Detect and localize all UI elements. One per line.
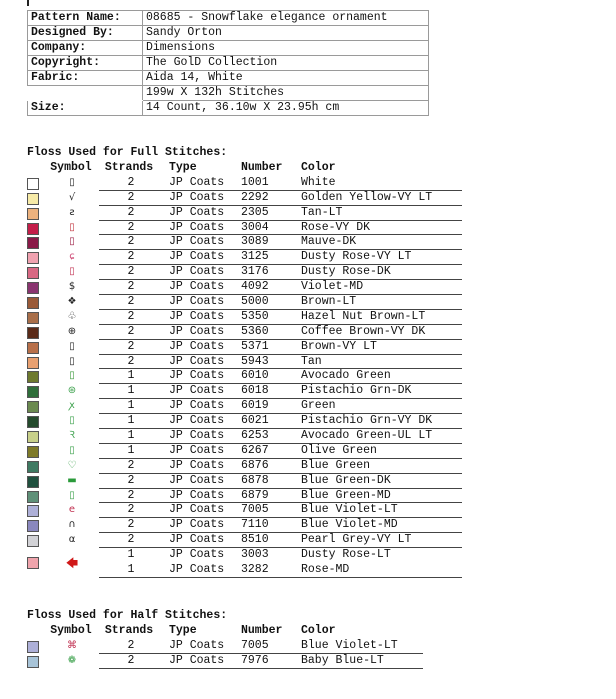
stitch-symbol: ▯ — [69, 444, 75, 456]
floss-row — [27, 325, 462, 340]
color-swatch — [27, 476, 39, 488]
thread-type: JP Coats — [169, 354, 225, 368]
strands-value: 2 — [127, 265, 135, 279]
color-swatch — [27, 282, 39, 294]
floss-number: 2292 — [241, 190, 269, 204]
floss-number: 6253 — [241, 429, 269, 443]
strands-value: 1 — [127, 429, 135, 443]
floss-color-name: Green — [301, 399, 336, 413]
info-value: 199w X 132h Stitches — [143, 86, 429, 101]
strands-value: 2 — [127, 250, 135, 264]
full-stitches-floss-table — [27, 161, 462, 578]
floss-color-name: Dusty Rose-LT — [301, 548, 391, 562]
floss-color-name: Blue Green — [301, 458, 371, 472]
floss-number: 5360 — [241, 324, 269, 338]
info-value: The GolD Collection — [143, 56, 429, 71]
floss-color-name: Pearl Grey-VY LT — [301, 533, 412, 547]
stitch-symbol: ⊛ — [67, 385, 77, 397]
floss-row — [27, 654, 423, 669]
strands-value: 2 — [127, 488, 135, 502]
color-swatch — [27, 535, 39, 547]
header-number: Number — [241, 161, 283, 174]
floss-number: 3125 — [241, 250, 269, 264]
color-swatch — [27, 208, 39, 220]
half-stitches-title: Floss Used for Half Stitches: — [27, 609, 228, 622]
floss-number: 7005 — [241, 503, 269, 517]
thread-type: JP Coats — [169, 638, 225, 652]
floss-row — [27, 191, 462, 206]
thread-type: JP Coats — [169, 250, 225, 264]
floss-number: 7005 — [241, 638, 269, 652]
stitch-symbol: ▯ — [69, 355, 75, 367]
color-swatch — [27, 252, 39, 264]
floss-row — [27, 221, 462, 236]
color-swatch — [27, 223, 39, 235]
strands-value: 1 — [127, 548, 135, 562]
floss-number: 2305 — [241, 205, 269, 219]
header-type: Type — [169, 161, 197, 174]
thread-type: JP Coats — [169, 220, 225, 234]
floss-color-name: Violet-MD — [301, 280, 364, 294]
header-symbol: Symbol — [50, 161, 92, 174]
stitch-symbol: ▬ — [67, 474, 77, 486]
floss-color-name: Pistachio Grn-VY DK — [301, 414, 433, 428]
stitch-symbol: ▯ — [69, 370, 75, 382]
color-swatch — [27, 267, 39, 279]
info-row-fabric — [28, 71, 429, 86]
floss-color-name: Dusty Rose-DK — [301, 265, 391, 279]
stitch-symbol: ♡ — [67, 459, 77, 471]
floss-color-name: Hazel Nut Brown-LT — [301, 309, 426, 323]
stitch-symbol: ▯ — [69, 415, 75, 427]
color-swatch — [27, 371, 39, 383]
color-swatch — [27, 416, 39, 428]
color-swatch — [27, 520, 39, 532]
floss-number: 5000 — [241, 295, 269, 309]
floss-row — [27, 399, 462, 414]
floss-color-name: Dusty Rose-VY LT — [301, 250, 412, 264]
pattern-info-table — [27, 10, 429, 116]
thread-type: JP Coats — [169, 429, 225, 443]
info-value: 14 Count, 36.10w X 23.95h cm — [143, 101, 429, 116]
strands-value: 2 — [127, 295, 135, 309]
floss-color-name: Tan — [301, 354, 322, 368]
floss-number: 3089 — [241, 235, 269, 249]
color-swatch — [27, 237, 39, 249]
stitch-symbol: ꭗ — [69, 400, 75, 412]
strands-value: 2 — [127, 533, 135, 547]
info-value: Dimensions — [143, 41, 429, 56]
floss-header-row — [27, 161, 462, 176]
strands-value: 1 — [127, 384, 135, 398]
header-color: Color — [301, 624, 336, 637]
strands-value: 2 — [127, 205, 135, 219]
stitch-symbol: ƨ — [69, 206, 75, 218]
header-strands: Strands — [104, 624, 154, 637]
strands-value: 2 — [127, 503, 135, 517]
strands-value: 2 — [127, 324, 135, 338]
floss-color-name: Tan-LT — [301, 205, 343, 219]
strands-value: 2 — [127, 653, 135, 667]
color-swatch — [27, 178, 39, 190]
floss-number: 6267 — [241, 443, 269, 457]
stitch-symbol: ɕ — [69, 251, 75, 263]
floss-row — [27, 295, 462, 310]
floss-row — [27, 280, 462, 295]
color-swatch — [27, 342, 39, 354]
stitch-symbol: ▯ — [69, 266, 75, 278]
thread-type: JP Coats — [169, 473, 225, 487]
info-value: Aida 14, White — [143, 71, 429, 86]
stitch-symbol: ▯ — [69, 176, 75, 188]
floss-number: 6878 — [241, 473, 269, 487]
color-swatch — [27, 312, 39, 324]
thread-type: JP Coats — [169, 324, 225, 338]
stitch-symbol: ▯ — [69, 221, 75, 233]
floss-number: 6018 — [241, 384, 269, 398]
floss-color-name: Avocado Green-UL LT — [301, 429, 433, 443]
strands-value: 2 — [127, 354, 135, 368]
stitch-symbol: ♧ — [67, 310, 77, 322]
floss-row — [27, 533, 462, 548]
floss-number: 3004 — [241, 220, 269, 234]
floss-row — [27, 176, 462, 191]
floss-color-name: Blue Green-MD — [301, 488, 391, 502]
color-swatch — [27, 491, 39, 503]
floss-row — [27, 206, 462, 221]
floss-number: 8510 — [241, 533, 269, 547]
stitch-symbol: ∩ — [68, 519, 76, 531]
floss-number: 5943 — [241, 354, 269, 368]
thread-type: JP Coats — [169, 488, 225, 502]
info-row-copyright — [28, 56, 429, 71]
floss-color-name: Pistachio Grn-DK — [301, 384, 412, 398]
info-row-company — [28, 41, 429, 56]
floss-row — [27, 518, 462, 533]
floss-number: 7110 — [241, 518, 269, 532]
stitch-symbol: ⊕ — [67, 325, 77, 337]
color-swatch — [27, 505, 39, 517]
color-swatch — [27, 401, 39, 413]
color-swatch — [27, 656, 39, 668]
color-swatch — [27, 431, 39, 443]
stitch-symbol: α — [68, 534, 76, 546]
row-divider — [99, 668, 423, 669]
floss-row — [27, 429, 462, 444]
stitch-symbol: ▯ — [69, 489, 75, 501]
thread-type: JP Coats — [169, 653, 225, 667]
thread-type: JP Coats — [169, 175, 225, 189]
strands-value: 2 — [127, 280, 135, 294]
floss-color-name: Baby Blue-LT — [301, 653, 384, 667]
floss-color-name: Golden Yellow-VY LT — [301, 190, 433, 204]
color-swatch — [27, 557, 39, 569]
row-divider — [99, 577, 462, 578]
header-type: Type — [169, 624, 197, 637]
floss-number: 5350 — [241, 309, 269, 323]
color-swatch — [27, 386, 39, 398]
stitch-symbol: ❁ — [67, 654, 77, 666]
strands-value: 1 — [127, 414, 135, 428]
thread-type: JP Coats — [169, 369, 225, 383]
strands-value: 2 — [127, 309, 135, 323]
floss-row — [27, 459, 462, 474]
info-row-stitches — [28, 86, 429, 101]
thread-type: JP Coats — [169, 280, 225, 294]
info-row-size — [28, 101, 429, 116]
info-row-designer — [28, 26, 429, 41]
floss-color-name: Olive Green — [301, 443, 377, 457]
info-value: Sandy Orton — [143, 26, 429, 41]
floss-row — [27, 489, 462, 504]
strands-value: 2 — [127, 339, 135, 353]
floss-number: 1001 — [241, 175, 269, 189]
floss-row — [27, 250, 462, 265]
floss-color-name: Blue Violet-LT — [301, 638, 398, 652]
floss-number: 3282 — [241, 563, 269, 577]
stitch-symbol: ⌘ — [67, 639, 77, 651]
thread-type: JP Coats — [169, 399, 225, 413]
strands-value: 1 — [127, 563, 135, 577]
floss-row-blend — [27, 548, 462, 578]
strands-value: 2 — [127, 175, 135, 189]
thread-type: JP Coats — [169, 503, 225, 517]
floss-row — [27, 310, 462, 325]
floss-row — [27, 639, 423, 654]
floss-color-name: Rose-MD — [301, 563, 350, 577]
floss-color-name: Avocado Green — [301, 369, 391, 383]
thread-type: JP Coats — [169, 533, 225, 547]
stitch-symbol: ▯ — [69, 236, 75, 248]
thread-type: JP Coats — [169, 443, 225, 457]
thread-type: JP Coats — [169, 548, 225, 562]
info-row-pattern-name — [28, 11, 429, 26]
floss-color-name: Blue Green-DK — [301, 473, 391, 487]
floss-color-name: Blue Violet-LT — [301, 503, 398, 517]
thread-type: JP Coats — [169, 414, 225, 428]
thread-type: JP Coats — [169, 458, 225, 472]
color-swatch — [27, 357, 39, 369]
strands-value: 2 — [127, 235, 135, 249]
full-stitches-title: Floss Used for Full Stitches: — [27, 146, 228, 159]
floss-row — [27, 265, 462, 280]
header-strands: Strands — [104, 161, 154, 174]
floss-number: 6021 — [241, 414, 269, 428]
header-number: Number — [241, 624, 283, 637]
floss-number: 6019 — [241, 399, 269, 413]
floss-row — [27, 444, 462, 459]
floss-row — [27, 340, 462, 355]
stitch-symbol: e — [68, 504, 76, 516]
page-corner-mark — [27, 0, 29, 6]
info-value: 08685 - Snowflake elegance ornament — [143, 11, 429, 26]
strands-value: 1 — [127, 443, 135, 457]
thread-type: JP Coats — [169, 295, 225, 309]
color-swatch — [27, 193, 39, 205]
arrow-left-icon: 🡄 — [65, 555, 79, 570]
strands-value: 2 — [127, 473, 135, 487]
floss-row — [27, 235, 462, 250]
strands-value: 2 — [127, 220, 135, 234]
strands-value: 1 — [127, 399, 135, 413]
thread-type: JP Coats — [169, 384, 225, 398]
header-color: Color — [301, 161, 336, 174]
color-swatch — [27, 641, 39, 653]
floss-color-name: Coffee Brown-VY DK — [301, 324, 426, 338]
floss-header-row — [27, 624, 423, 639]
stitch-symbol: √ — [68, 191, 76, 203]
floss-number: 6876 — [241, 458, 269, 472]
info-label: Pattern Name: — [28, 11, 143, 26]
info-label: Fabric: — [28, 71, 143, 86]
stitch-symbol: ❖ — [67, 296, 77, 308]
floss-row — [27, 503, 462, 518]
color-swatch — [27, 327, 39, 339]
strands-value: 1 — [127, 369, 135, 383]
info-label: Company: — [28, 41, 143, 56]
floss-row — [27, 414, 462, 429]
thread-type: JP Coats — [169, 265, 225, 279]
color-swatch — [27, 461, 39, 473]
stitch-symbol: ▯ — [69, 340, 75, 352]
floss-color-name: Rose-VY DK — [301, 220, 371, 234]
floss-number: 6010 — [241, 369, 269, 383]
color-swatch — [27, 297, 39, 309]
strands-value: 2 — [127, 458, 135, 472]
floss-color-name: Blue Violet-MD — [301, 518, 398, 532]
header-symbol: Symbol — [50, 624, 92, 637]
stitch-symbol: $ — [68, 281, 76, 293]
floss-color-name: Mauve-DK — [301, 235, 357, 249]
floss-row — [27, 369, 462, 384]
thread-type: JP Coats — [169, 309, 225, 323]
thread-type: JP Coats — [169, 518, 225, 532]
info-label: Copyright: — [28, 56, 143, 71]
floss-color-name: White — [301, 175, 336, 189]
thread-type: JP Coats — [169, 563, 225, 577]
stitch-symbol: Ꝛ — [69, 430, 75, 442]
floss-number: 3003 — [241, 548, 269, 562]
floss-number: 3176 — [241, 265, 269, 279]
thread-type: JP Coats — [169, 205, 225, 219]
half-stitches-floss-table — [27, 624, 423, 669]
strands-value: 2 — [127, 518, 135, 532]
floss-row — [27, 355, 462, 370]
floss-row — [27, 384, 462, 399]
floss-row — [27, 474, 462, 489]
floss-color-name: Brown-VY LT — [301, 339, 377, 353]
floss-color-name: Brown-LT — [301, 295, 357, 309]
info-label — [28, 86, 143, 101]
info-label: Designed By: — [28, 26, 143, 41]
thread-type: JP Coats — [169, 339, 225, 353]
color-swatch — [27, 446, 39, 458]
strands-value: 2 — [127, 638, 135, 652]
floss-number: 7976 — [241, 653, 269, 667]
floss-number: 5371 — [241, 339, 269, 353]
thread-type: JP Coats — [169, 190, 225, 204]
thread-type: JP Coats — [169, 235, 225, 249]
info-label: Size: — [28, 101, 143, 116]
floss-number: 4092 — [241, 280, 269, 294]
floss-number: 6879 — [241, 488, 269, 502]
strands-value: 2 — [127, 190, 135, 204]
